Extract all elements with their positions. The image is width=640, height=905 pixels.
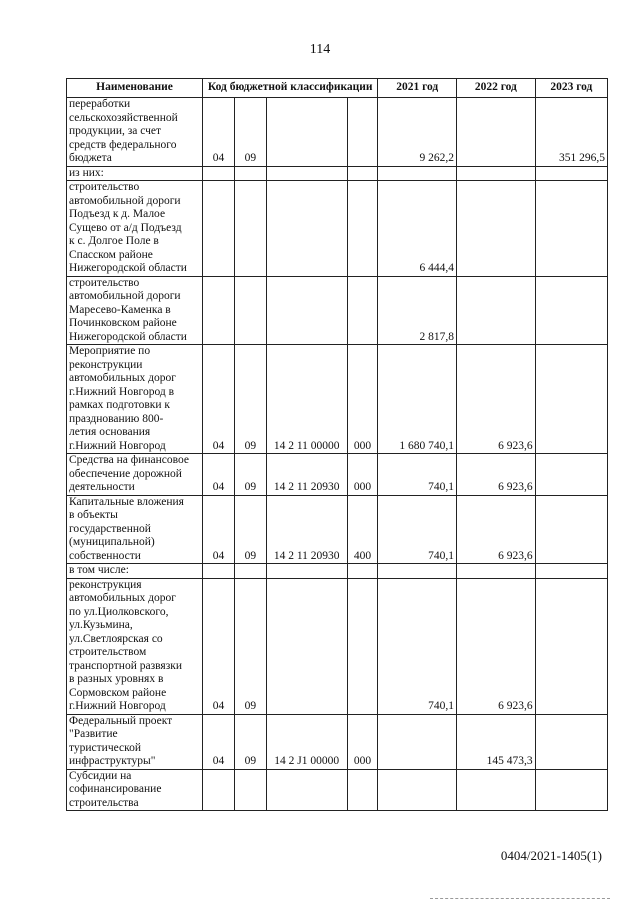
- cell-2021: [378, 714, 457, 769]
- cell-target-article: [266, 564, 347, 579]
- cell-target-article: [266, 98, 347, 167]
- cell-subsection: 09: [234, 495, 266, 564]
- cell-name: строительство автомобильной дороги Маресево-Каменка в Починковском районе Нижегородской области: [67, 276, 203, 345]
- cell-2021: [378, 769, 457, 811]
- cell-subsection: [234, 769, 266, 811]
- cell-2023: [535, 166, 607, 181]
- table-header-row: [67, 79, 608, 98]
- table-row: [67, 495, 608, 564]
- cell-expense-type: [347, 276, 378, 345]
- cell-2022: [457, 769, 536, 811]
- cell-2023: [535, 564, 607, 579]
- cell-2021: 1 680 740,1: [378, 345, 457, 454]
- cell-2023: 351 296,5: [535, 98, 607, 167]
- table-row: [67, 276, 608, 345]
- header-2022: 2022 год: [457, 79, 536, 98]
- cell-expense-type: [347, 564, 378, 579]
- table-row: [67, 564, 608, 579]
- cell-subsection: 09: [234, 98, 266, 167]
- cell-name: Капитальные вложения в объекты государственной (муниципальной) собственности: [67, 495, 203, 564]
- cell-2022: 6 923,6: [457, 495, 536, 564]
- cell-2021: 740,1: [378, 495, 457, 564]
- cell-2022: 6 923,6: [457, 345, 536, 454]
- cell-2021: 740,1: [378, 578, 457, 714]
- cell-subsection: [234, 276, 266, 345]
- table-row: [67, 769, 608, 811]
- cell-2021: [378, 166, 457, 181]
- cell-section: [203, 181, 235, 277]
- cell-name: Субсидии на софинансирование строительства: [67, 769, 203, 811]
- table-body: [67, 98, 608, 811]
- cell-expense-type: [347, 98, 378, 167]
- cell-name: Средства на финансовое обеспечение дорожной деятельности: [67, 454, 203, 496]
- cell-target-article: 14 2 11 20930: [266, 495, 347, 564]
- cell-2023: [535, 181, 607, 277]
- cell-2023: [535, 769, 607, 811]
- cell-2023: [535, 495, 607, 564]
- table-row: [67, 345, 608, 454]
- cell-section: [203, 166, 235, 181]
- header-2021: 2021 год: [378, 79, 457, 98]
- cell-2023: [535, 578, 607, 714]
- cell-2021: [378, 564, 457, 579]
- table-row: [67, 98, 608, 167]
- table-row: [67, 454, 608, 496]
- cell-section: 04: [203, 345, 235, 454]
- cell-2022: [457, 166, 536, 181]
- cell-name: из них:: [67, 166, 203, 181]
- cell-section: 04: [203, 454, 235, 496]
- cell-2021: 6 444,4: [378, 181, 457, 277]
- cell-target-article: [266, 181, 347, 277]
- cell-2021: 2 817,8: [378, 276, 457, 345]
- cell-target-article: 14 2 11 20930: [266, 454, 347, 496]
- cell-2023: [535, 454, 607, 496]
- cell-expense-type: [347, 578, 378, 714]
- cell-subsection: [234, 181, 266, 277]
- cell-name: строительство автомобильной дороги Подъезд к д. Малое Сущево от а/д Подъезд к с. Долгое Поле в Спасском районе Нижегородской области: [67, 181, 203, 277]
- cell-expense-type: 000: [347, 714, 378, 769]
- header-2023: 2023 год: [535, 79, 607, 98]
- cell-target-article: [266, 578, 347, 714]
- table-row: [67, 181, 608, 277]
- cell-section: 04: [203, 98, 235, 167]
- cell-2022: 6 923,6: [457, 578, 536, 714]
- document-code: 0404/2021-1405(1): [500, 848, 602, 863]
- cell-expense-type: [347, 181, 378, 277]
- table-row: [67, 578, 608, 714]
- cell-target-article: [266, 276, 347, 345]
- budget-table: [66, 78, 608, 811]
- cell-section: [203, 276, 235, 345]
- cell-2021: 9 262,2: [378, 98, 457, 167]
- cell-name: Федеральный проект "Развитие туристической инфраструктуры": [67, 714, 203, 769]
- cell-subsection: 09: [234, 345, 266, 454]
- cell-subsection: 09: [234, 454, 266, 496]
- cell-2022: [457, 98, 536, 167]
- cell-2023: [535, 276, 607, 345]
- cell-section: [203, 769, 235, 811]
- cell-2022: 145 473,3: [457, 714, 536, 769]
- cell-target-article: 14 2 J1 00000: [266, 714, 347, 769]
- cell-target-article: [266, 769, 347, 811]
- cell-subsection: 09: [234, 578, 266, 714]
- cell-section: 04: [203, 578, 235, 714]
- cell-target-article: 14 2 11 00000: [266, 345, 347, 454]
- cell-expense-type: 000: [347, 345, 378, 454]
- cell-subsection: [234, 564, 266, 579]
- cell-2022: [457, 276, 536, 345]
- cell-expense-type: 000: [347, 454, 378, 496]
- cell-section: 04: [203, 495, 235, 564]
- cell-2023: [535, 714, 607, 769]
- cell-expense-type: 400: [347, 495, 378, 564]
- cell-section: [203, 564, 235, 579]
- cell-2022: 6 923,6: [457, 454, 536, 496]
- table-row: [67, 166, 608, 181]
- cell-2022: [457, 181, 536, 277]
- cell-name: в том числе:: [67, 564, 203, 579]
- cell-expense-type: [347, 769, 378, 811]
- scan-edge-line: [430, 898, 610, 899]
- cell-2023: [535, 345, 607, 454]
- cell-2022: [457, 564, 536, 579]
- cell-expense-type: [347, 166, 378, 181]
- cell-name: реконструкция автомобильных дорог по ул.Циолковского, ул.Кузьмина, ул.Светлоярская со строительством транспортной развязки в разных уровнях в Сормовском районе г.Нижний Новгород: [67, 578, 203, 714]
- cell-subsection: 09: [234, 714, 266, 769]
- cell-target-article: [266, 166, 347, 181]
- cell-subsection: [234, 166, 266, 181]
- table-row: [67, 714, 608, 769]
- header-code: Код бюджетной классификации: [203, 79, 378, 98]
- cell-section: 04: [203, 714, 235, 769]
- header-name: Наименование: [67, 79, 203, 98]
- page-number: 114: [309, 42, 331, 57]
- cell-name: Мероприятие по реконструкции автомобильных дорог г.Нижний Новгород в рамках подготовки к празднованию 800- летия основания г.Нижний Новгород: [67, 345, 203, 454]
- cell-2021: 740,1: [378, 454, 457, 496]
- cell-name: переработки сельскохозяйственной продукции, за счет средств федерального бюджета: [67, 98, 203, 167]
